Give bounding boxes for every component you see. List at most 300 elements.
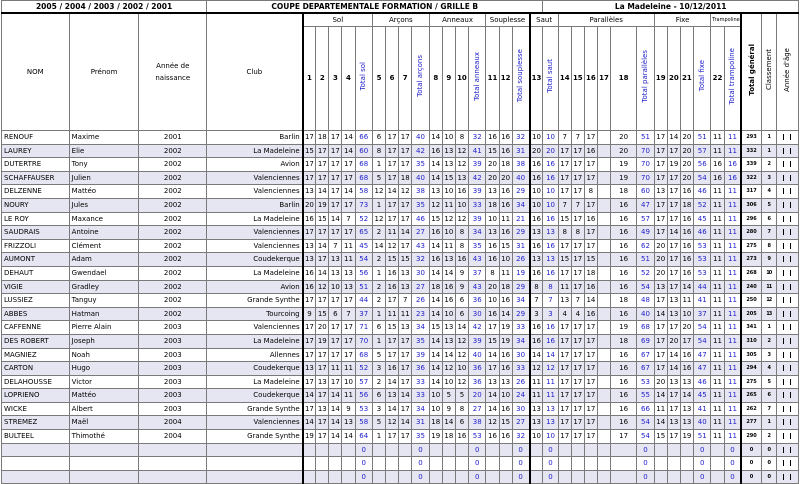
cell-score: 17 bbox=[329, 171, 342, 185]
cell-score: 11 bbox=[711, 280, 724, 294]
cell-score: 16 bbox=[611, 280, 637, 294]
cell-score: 34 bbox=[412, 402, 429, 416]
cell-prenom: Mattéo bbox=[69, 185, 139, 199]
cell-classement: 1 bbox=[761, 131, 776, 145]
cell-score bbox=[654, 457, 667, 471]
cell-score: 18 bbox=[584, 266, 597, 280]
cell-score: 16 bbox=[499, 362, 512, 376]
cell-score: 0 bbox=[412, 443, 429, 457]
col-16: 16 bbox=[584, 27, 597, 131]
cell-score: 17 bbox=[558, 239, 571, 253]
cell-score: 10 bbox=[486, 212, 499, 226]
cell-nom: STREMEZ bbox=[2, 416, 70, 430]
cell-annee: 2004 bbox=[139, 416, 207, 430]
competition-title: COUPE DEPARTEMENTALE FORMATION / GRILLE B bbox=[207, 1, 543, 14]
cell-score: 13 bbox=[680, 402, 693, 416]
cell-score: 13 bbox=[654, 280, 667, 294]
cell-score: 32 bbox=[512, 131, 529, 145]
cell-score: 17 bbox=[584, 158, 597, 172]
cell-score: 16 bbox=[680, 239, 693, 253]
cell-score: 12 bbox=[442, 212, 455, 226]
cell-score: 14 bbox=[486, 389, 499, 403]
cell-score: 43 bbox=[468, 280, 485, 294]
table-row bbox=[2, 212, 799, 226]
cell-score: 17 bbox=[329, 375, 342, 389]
cell-score: 13 bbox=[543, 416, 558, 430]
cell-nom: VIGIE bbox=[2, 280, 70, 294]
col-10: 10 bbox=[455, 27, 468, 131]
col-total-general: Total général bbox=[741, 13, 761, 131]
cell-score: 10 bbox=[486, 294, 499, 308]
cell-score: 16 bbox=[386, 362, 399, 376]
cell-score: 14 bbox=[455, 321, 468, 335]
group-fixe: Fixe bbox=[654, 13, 711, 27]
cell-score: 14 bbox=[667, 131, 680, 145]
cell-score: 6 bbox=[455, 294, 468, 308]
cell-nom: CARTON bbox=[2, 362, 70, 376]
cell-score: 14 bbox=[429, 307, 442, 321]
cell-score: 11 bbox=[724, 321, 741, 335]
cell-score: 17 bbox=[667, 171, 680, 185]
cell-score bbox=[680, 443, 693, 457]
cell-score bbox=[597, 144, 610, 158]
cell-score: 40 bbox=[693, 416, 710, 430]
cell-score: 13 bbox=[667, 375, 680, 389]
cell-score: 13 bbox=[530, 416, 543, 430]
cell-annee bbox=[139, 443, 207, 457]
cell-score: 17 bbox=[654, 144, 667, 158]
cell-score: 10 bbox=[342, 375, 355, 389]
cell-score: 56 bbox=[693, 158, 710, 172]
cell-score: 42 bbox=[412, 144, 429, 158]
cell-score: 8 bbox=[486, 266, 499, 280]
cell-score: 0 bbox=[724, 457, 741, 471]
cell-annee-age bbox=[776, 239, 798, 253]
table-row bbox=[2, 457, 799, 471]
cell-score: 2 bbox=[372, 375, 385, 389]
col-3: 3 bbox=[329, 27, 342, 131]
cell-score: 15 bbox=[486, 144, 499, 158]
cell-score: 45 bbox=[693, 389, 710, 403]
cell-score: 19 bbox=[499, 321, 512, 335]
cell-score: 11 bbox=[711, 131, 724, 145]
cell-score: 12 bbox=[530, 362, 543, 376]
cell-annee-age bbox=[776, 253, 798, 267]
cell-club: La Madeleine bbox=[207, 212, 303, 226]
cell-club: Valenciennes bbox=[207, 321, 303, 335]
cell-score bbox=[597, 470, 610, 484]
table-row bbox=[2, 280, 799, 294]
cell-score: 17 bbox=[584, 416, 597, 430]
cell-score: 14 bbox=[429, 362, 442, 376]
cell-score: 14 bbox=[316, 266, 329, 280]
cell-score: 16 bbox=[530, 158, 543, 172]
cell-score: 15 bbox=[654, 430, 667, 444]
cell-score: 11 bbox=[442, 198, 455, 212]
cell-score: 17 bbox=[386, 198, 399, 212]
cell-score: 40 bbox=[512, 171, 529, 185]
cell-score: 12 bbox=[455, 375, 468, 389]
cell-score bbox=[316, 470, 329, 484]
cell-score: 16 bbox=[611, 226, 637, 240]
cell-score: 12 bbox=[372, 212, 385, 226]
cell-score: 13 bbox=[680, 375, 693, 389]
cell-score: 33 bbox=[512, 321, 529, 335]
cell-score: 13 bbox=[399, 321, 412, 335]
cell-score: 17 bbox=[329, 348, 342, 362]
cell-score: 9 bbox=[455, 266, 468, 280]
cell-score: 15 bbox=[486, 334, 499, 348]
cell-score bbox=[711, 470, 724, 484]
cell-score: 17 bbox=[316, 253, 329, 267]
cell-score: 17 bbox=[303, 171, 316, 185]
cell-score: 14 bbox=[329, 430, 342, 444]
cell-score bbox=[654, 470, 667, 484]
cell-score: 13 bbox=[499, 375, 512, 389]
cell-score: 11 bbox=[499, 266, 512, 280]
cell-score: 35 bbox=[412, 334, 429, 348]
cell-score: 20 bbox=[486, 280, 499, 294]
cell-score: 13 bbox=[558, 294, 571, 308]
table-row bbox=[2, 416, 799, 430]
cell-score: 14 bbox=[429, 171, 442, 185]
group-saut: Saut bbox=[530, 13, 559, 27]
cell-score: 19 bbox=[316, 334, 329, 348]
cell-annee-age bbox=[776, 375, 798, 389]
results-body bbox=[2, 131, 799, 484]
cell-score: 36 bbox=[412, 362, 429, 376]
cell-club: Avion bbox=[207, 158, 303, 172]
cell-annee-age bbox=[776, 266, 798, 280]
cell-score: 16 bbox=[303, 212, 316, 226]
cell-score: 17 bbox=[399, 430, 412, 444]
cell-score: 3 bbox=[530, 307, 543, 321]
cell-score: 11 bbox=[724, 430, 741, 444]
cell-score: 14 bbox=[342, 430, 355, 444]
cell-score: 17 bbox=[399, 402, 412, 416]
cell-score: 13 bbox=[654, 185, 667, 199]
cell-score: 5 bbox=[442, 389, 455, 403]
cell-annee: 2002 bbox=[139, 239, 207, 253]
cell-annee: 2002 bbox=[139, 158, 207, 172]
table-row bbox=[2, 443, 799, 457]
cell-score: 16 bbox=[543, 266, 558, 280]
cell-score: 12 bbox=[455, 144, 468, 158]
cell-classement: 2 bbox=[761, 430, 776, 444]
cell-annee: 2002 bbox=[139, 253, 207, 267]
cell-score: 29 bbox=[512, 185, 529, 199]
cell-prenom: Gwendael bbox=[69, 266, 139, 280]
cell-score: 27 bbox=[412, 280, 429, 294]
cell-score: 16 bbox=[303, 266, 316, 280]
cell-score: 13 bbox=[667, 294, 680, 308]
cell-score: 13 bbox=[486, 226, 499, 240]
cell-score: 53 bbox=[355, 402, 372, 416]
cell-score: 20 bbox=[680, 144, 693, 158]
cell-club: Valenciennes bbox=[207, 416, 303, 430]
cell-score: 16 bbox=[386, 266, 399, 280]
group-souplesse: Souplesse bbox=[486, 13, 530, 27]
cell-score: 17 bbox=[584, 334, 597, 348]
cell-score bbox=[597, 321, 610, 335]
cell-score: 15 bbox=[429, 321, 442, 335]
cell-score: 16 bbox=[530, 239, 543, 253]
cell-score: 14 bbox=[429, 158, 442, 172]
col-total-paralleles: Total parallèles bbox=[637, 27, 654, 131]
col-4: 4 bbox=[342, 27, 355, 131]
cell-score: 17 bbox=[680, 334, 693, 348]
cell-score: 17 bbox=[558, 158, 571, 172]
cell-score: 0 bbox=[543, 457, 558, 471]
table-row bbox=[2, 334, 799, 348]
cell-score: 20 bbox=[667, 334, 680, 348]
score-sheet bbox=[1, 0, 799, 484]
cell-score: 32 bbox=[468, 131, 485, 145]
cell-club: Allennes bbox=[207, 348, 303, 362]
cell-score: 13 bbox=[316, 375, 329, 389]
cell-annee-age bbox=[776, 389, 798, 403]
cell-score: 68 bbox=[637, 321, 654, 335]
cell-score: 31 bbox=[512, 144, 529, 158]
cell-nom: BULTEEL bbox=[2, 430, 70, 444]
col-12: 12 bbox=[499, 27, 512, 131]
cell-score: 19 bbox=[611, 171, 637, 185]
cell-score: 13 bbox=[342, 280, 355, 294]
cell-score: 6 bbox=[455, 307, 468, 321]
cell-score: 17 bbox=[329, 321, 342, 335]
cell-score: 39 bbox=[468, 158, 485, 172]
cell-club: Barlin bbox=[207, 131, 303, 145]
cell-score: 17 bbox=[558, 321, 571, 335]
cell-score: 42 bbox=[468, 321, 485, 335]
cell-score: 16 bbox=[429, 253, 442, 267]
cell-score: 16 bbox=[499, 294, 512, 308]
cell-prenom: Joseph bbox=[69, 334, 139, 348]
cell-club: Grande Synthe bbox=[207, 294, 303, 308]
table-row bbox=[2, 470, 799, 484]
cell-score: 16 bbox=[499, 144, 512, 158]
cell-score bbox=[499, 470, 512, 484]
cell-score: 68 bbox=[355, 158, 372, 172]
group-anneaux: Anneaux bbox=[429, 13, 486, 27]
cell-score: 20 bbox=[499, 171, 512, 185]
cell-classement: 5 bbox=[761, 198, 776, 212]
cell-score bbox=[386, 470, 399, 484]
table-row bbox=[2, 389, 799, 403]
cell-annee-age bbox=[776, 171, 798, 185]
cell-club: La Madeleine bbox=[207, 144, 303, 158]
cell-annee bbox=[139, 470, 207, 484]
cell-score: 0 bbox=[468, 470, 485, 484]
cell-score: 17 bbox=[386, 334, 399, 348]
cell-score: 10 bbox=[442, 226, 455, 240]
table-row bbox=[2, 321, 799, 335]
cell-score: 17 bbox=[667, 321, 680, 335]
cell-score: 17 bbox=[571, 158, 584, 172]
group-sol: Sol bbox=[303, 13, 373, 27]
cell-annee-age bbox=[776, 280, 798, 294]
cell-score: 36 bbox=[468, 294, 485, 308]
cell-score: 16 bbox=[711, 158, 724, 172]
cell-score: 6 bbox=[455, 416, 468, 430]
cell-score bbox=[584, 457, 597, 471]
cell-score: 13 bbox=[667, 416, 680, 430]
cell-score: 11 bbox=[724, 185, 741, 199]
cell-score: 17 bbox=[316, 171, 329, 185]
cell-score: 46 bbox=[693, 185, 710, 199]
cell-score: 17 bbox=[584, 430, 597, 444]
cell-score: 16 bbox=[611, 389, 637, 403]
cell-score: 10 bbox=[499, 389, 512, 403]
cell-score: 13 bbox=[316, 402, 329, 416]
cell-score: 19 bbox=[611, 321, 637, 335]
col-club: Club bbox=[207, 13, 303, 131]
cell-score: 14 bbox=[303, 416, 316, 430]
cell-score: 18 bbox=[611, 334, 637, 348]
cell-prenom: Tony bbox=[69, 158, 139, 172]
cell-score bbox=[442, 443, 455, 457]
cell-score: 68 bbox=[355, 171, 372, 185]
cell-score: 16 bbox=[486, 253, 499, 267]
cell-score: 46 bbox=[693, 375, 710, 389]
cell-score: 14 bbox=[442, 348, 455, 362]
cell-score: 17 bbox=[386, 131, 399, 145]
cell-score bbox=[597, 158, 610, 172]
cell-score bbox=[611, 470, 637, 484]
cell-score: 16 bbox=[530, 321, 543, 335]
cell-score: 52 bbox=[355, 212, 372, 226]
cell-score: 19 bbox=[429, 430, 442, 444]
cell-score: 13 bbox=[530, 402, 543, 416]
cell-score: 56 bbox=[355, 389, 372, 403]
group-paralleles: Parallèles bbox=[558, 13, 654, 27]
cell-score: 9 bbox=[455, 280, 468, 294]
cell-score: 0 bbox=[355, 470, 372, 484]
cell-score: 16 bbox=[455, 185, 468, 199]
table-row bbox=[2, 375, 799, 389]
cell-club bbox=[207, 443, 303, 457]
cell-score bbox=[429, 457, 442, 471]
cell-score: 14 bbox=[342, 144, 355, 158]
cell-score: 16 bbox=[584, 212, 597, 226]
cell-score: 11 bbox=[543, 375, 558, 389]
cell-score: 11 bbox=[711, 375, 724, 389]
cell-score: 17 bbox=[399, 362, 412, 376]
cell-score: 8 bbox=[455, 239, 468, 253]
cell-score bbox=[597, 457, 610, 471]
cell-score: 20 bbox=[316, 321, 329, 335]
cell-club: Coudekerque bbox=[207, 362, 303, 376]
cell-score: 8 bbox=[530, 280, 543, 294]
cell-score: 17 bbox=[399, 348, 412, 362]
cell-score: 70 bbox=[637, 171, 654, 185]
cell-score: 17 bbox=[654, 212, 667, 226]
cell-prenom bbox=[69, 443, 139, 457]
cell-score: 11 bbox=[724, 334, 741, 348]
cell-annee: 2003 bbox=[139, 362, 207, 376]
cell-score: 24 bbox=[512, 389, 529, 403]
cell-score: 66 bbox=[637, 402, 654, 416]
cell-annee-age bbox=[776, 443, 798, 457]
cell-score: 17 bbox=[329, 131, 342, 145]
cell-score: 18 bbox=[680, 198, 693, 212]
cell-score: 17 bbox=[303, 321, 316, 335]
col-total-saut: Total saut bbox=[543, 27, 558, 131]
cell-score: 16 bbox=[486, 430, 499, 444]
cell-classement: 12 bbox=[761, 294, 776, 308]
cell-classement: 4 bbox=[761, 362, 776, 376]
cell-score: 30 bbox=[512, 348, 529, 362]
cell-score: 15 bbox=[399, 253, 412, 267]
cell-nom: SAUDRAIS bbox=[2, 226, 70, 240]
cell-score: 16 bbox=[543, 212, 558, 226]
cell-score: 17 bbox=[329, 144, 342, 158]
cell-score bbox=[372, 443, 385, 457]
table-row bbox=[2, 348, 799, 362]
cell-classement: 6 bbox=[761, 389, 776, 403]
cell-score: 17 bbox=[584, 321, 597, 335]
years-cell: 2005 / 2004 / 2003 / 2002 / 2001 bbox=[2, 1, 207, 14]
cell-score: 26 bbox=[512, 253, 529, 267]
cell-score bbox=[711, 443, 724, 457]
score-table bbox=[1, 0, 799, 484]
cell-score: 13 bbox=[530, 253, 543, 267]
cell-score: 13 bbox=[442, 144, 455, 158]
cell-score bbox=[597, 334, 610, 348]
col-22: 22 bbox=[711, 27, 724, 131]
cell-score: 5 bbox=[372, 171, 385, 185]
cell-score: 5 bbox=[372, 348, 385, 362]
cell-score: 16 bbox=[611, 362, 637, 376]
cell-club: Grande Synthe bbox=[207, 402, 303, 416]
cell-score: 10 bbox=[442, 307, 455, 321]
cell-classement: 13 bbox=[761, 307, 776, 321]
cell-total-general: 277 bbox=[741, 416, 761, 430]
cell-score: 14 bbox=[680, 280, 693, 294]
cell-score: 16 bbox=[530, 266, 543, 280]
col-8: 8 bbox=[429, 27, 442, 131]
cell-score: 41 bbox=[693, 402, 710, 416]
col-total-souplesse: Total souplesse bbox=[512, 27, 529, 131]
cell-score: 54 bbox=[693, 334, 710, 348]
cell-score: 11 bbox=[724, 348, 741, 362]
cell-club bbox=[207, 470, 303, 484]
table-row bbox=[2, 402, 799, 416]
cell-score: 11 bbox=[711, 212, 724, 226]
cell-score: 16 bbox=[543, 171, 558, 185]
cell-score: 13 bbox=[442, 253, 455, 267]
cell-score bbox=[558, 470, 571, 484]
cell-score: 17 bbox=[571, 334, 584, 348]
cell-score bbox=[329, 443, 342, 457]
col-prenom: Prénom bbox=[69, 13, 139, 131]
cell-score: 17 bbox=[654, 131, 667, 145]
cell-club: Valenciennes bbox=[207, 239, 303, 253]
table-row bbox=[2, 430, 799, 444]
cell-prenom bbox=[69, 470, 139, 484]
cell-score bbox=[455, 457, 468, 471]
cell-score: 0 bbox=[637, 470, 654, 484]
cell-score: 16 bbox=[530, 212, 543, 226]
cell-score: 11 bbox=[724, 307, 741, 321]
cell-score: 1 bbox=[372, 307, 385, 321]
cell-score: 11 bbox=[442, 239, 455, 253]
cell-prenom: Tanguy bbox=[69, 294, 139, 308]
cell-score: 13 bbox=[429, 185, 442, 199]
cell-score: 33 bbox=[512, 362, 529, 376]
cell-prenom: Maxance bbox=[69, 212, 139, 226]
cell-score: 17 bbox=[571, 375, 584, 389]
